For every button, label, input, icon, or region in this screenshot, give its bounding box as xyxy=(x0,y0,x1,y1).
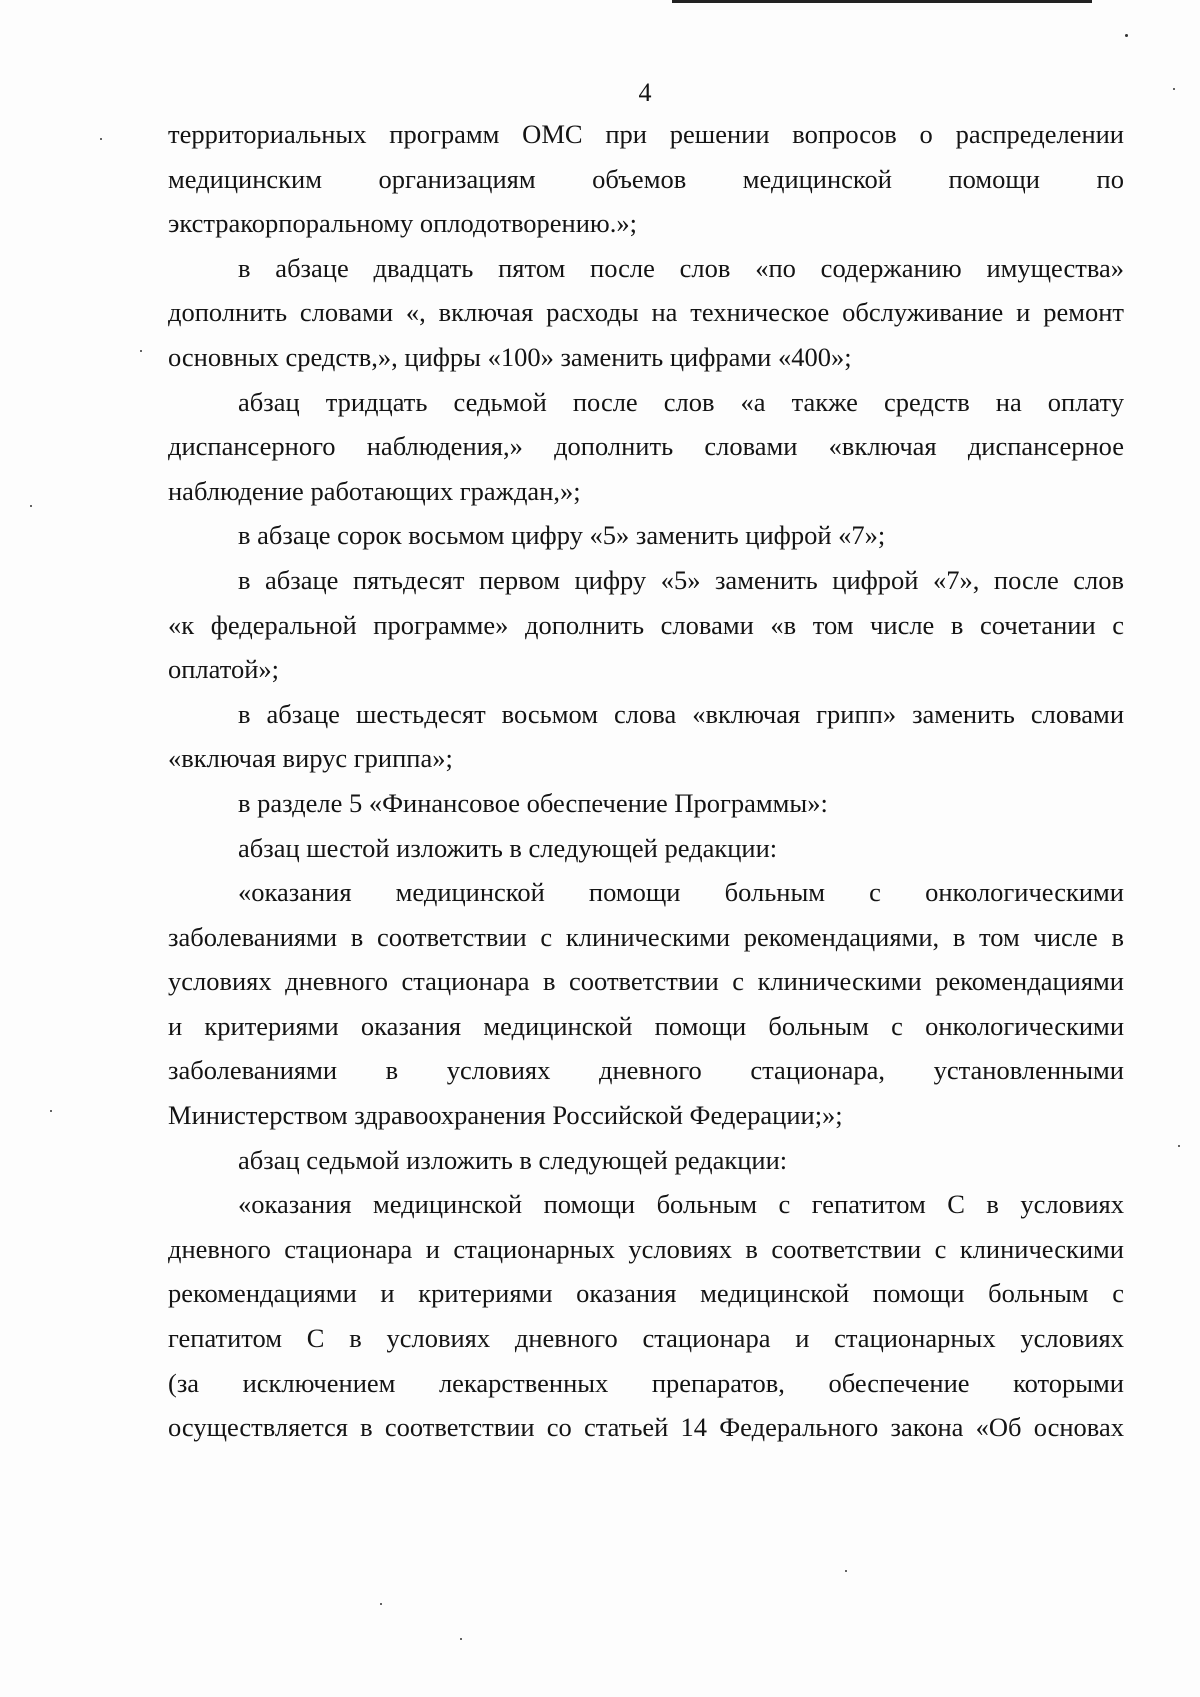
text-line: основных средств,», цифры «100» заменить цифрами «400»; xyxy=(168,341,852,372)
text-line: рекомендациями и критериями оказания медицинской помощи больным с xyxy=(168,1278,1124,1309)
document-body xyxy=(168,112,1124,1450)
text-line: наблюдение работающих граждан,»; xyxy=(168,475,581,506)
text-line: в абзаце двадцать пятом после слов «по содержанию имущества» xyxy=(238,252,1124,283)
text-line: «оказания медицинской помощи больным с онкологическими xyxy=(238,877,1124,908)
text-line: оплатой»; xyxy=(168,654,280,685)
text-line: дневного стационара и стационарных условиях в соответствии с клиническими xyxy=(168,1233,1124,1264)
text-line: в абзаце шестьдесят восьмом слова «включая грипп» заменить словами xyxy=(238,698,1124,729)
text-line: диспансерного наблюдения,» дополнить словами «включая диспансерное xyxy=(168,431,1124,462)
text-line: экстракорпоральному оплодотворению.»; xyxy=(168,208,637,239)
text-line: гепатитом С в условиях дневного стационара и стационарных условиях xyxy=(168,1323,1124,1354)
scan-speck xyxy=(50,1110,52,1112)
scan-speck xyxy=(140,350,142,352)
text-line: «к федеральной программе» дополнить словами «в том числе в сочетании с xyxy=(168,609,1124,640)
scan-speck xyxy=(30,505,32,507)
scan-speck xyxy=(380,1603,382,1605)
text-line: заболеваниями в соответствии с клиническими рекомендациями, в том числе в xyxy=(168,921,1124,952)
page-number: 4 xyxy=(638,78,652,107)
text-line: и критериями оказания медицинской помощи больным с онкологическими xyxy=(168,1010,1124,1041)
scan-speck xyxy=(1178,1145,1180,1147)
text-line: медицинским организациям объемов медицинской помощи по xyxy=(168,163,1124,194)
text-line: Министерством здравоохранения Российской Федерации;»; xyxy=(168,1100,843,1131)
text-line: «включая вирус гриппа»; xyxy=(168,743,453,774)
text-line: абзац седьмой изложить в следующей редакции: xyxy=(238,1144,788,1175)
scan-speck xyxy=(100,138,102,140)
scan-speck xyxy=(1125,34,1128,37)
scan-speck xyxy=(845,1570,847,1572)
text-line: абзац тридцать седьмой после слов «а также средств на оплату xyxy=(238,386,1124,417)
text-line: в абзаце сорок восьмом цифру «5» заменить цифрой «7»; xyxy=(238,520,886,551)
scan-top-rule xyxy=(672,0,1092,3)
text-line: (за исключением лекарственных препаратов, обеспечение которыми xyxy=(168,1367,1124,1398)
text-line: дополнить словами «, включая расходы на техническое обслуживание и ремонт xyxy=(168,297,1124,328)
text-line: осуществляется в соответствии со статьей 14 Федерального закона «Об основах xyxy=(168,1412,1124,1443)
text-line: территориальных программ ОМС при решении вопросов о распределении xyxy=(168,119,1124,149)
text-line: заболеваниями в условиях дневного стационара, установленными xyxy=(168,1055,1124,1086)
text-line: абзац шестой изложить в следующей редакции: xyxy=(238,832,778,863)
text-line: «оказания медицинской помощи больным с гепатитом С в условиях xyxy=(238,1189,1124,1220)
scan-speck xyxy=(460,1638,462,1640)
text-line: в абзаце пятьдесят первом цифру «5» заменить цифрой «7», после слов xyxy=(238,564,1124,595)
text-line: условиях дневного стационара в соответствии с клиническими рекомендациями xyxy=(168,966,1124,997)
text-line: в разделе 5 «Финансовое обеспечение Программы»: xyxy=(238,787,828,818)
